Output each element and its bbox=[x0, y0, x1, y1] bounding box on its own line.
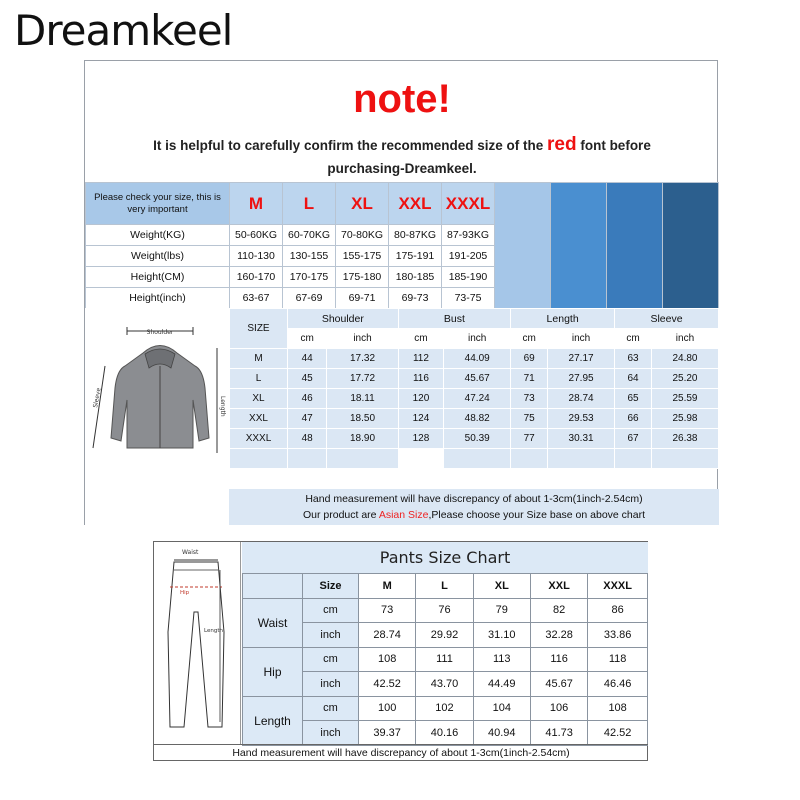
hip-label: Hip bbox=[180, 590, 190, 596]
table-cell: 118 bbox=[588, 647, 648, 672]
table-cell: 50-60KG bbox=[230, 225, 283, 246]
table-cell: 108 bbox=[588, 696, 648, 721]
unit-header-row bbox=[230, 329, 719, 349]
table-cell: 170-175 bbox=[283, 267, 336, 288]
size-header: M bbox=[359, 574, 416, 599]
group-label-length: Length bbox=[243, 696, 303, 745]
footer-line2-after: ,Please choose your Size base on above chart bbox=[428, 509, 646, 521]
unit-cell: cm bbox=[615, 329, 652, 349]
table-cell: 86 bbox=[588, 598, 648, 623]
table-cell: 111 bbox=[416, 647, 473, 672]
blank-column bbox=[663, 183, 719, 309]
brand-logo: Dreamkeel bbox=[14, 6, 233, 55]
table-cell: 42.52 bbox=[359, 672, 416, 697]
group-label-waist: Waist bbox=[243, 598, 303, 647]
table-row bbox=[243, 696, 648, 721]
unit-cell: inch bbox=[303, 721, 359, 746]
table-cell: 18.11 bbox=[327, 389, 398, 409]
empty-row bbox=[230, 449, 719, 469]
footer-line2-before: Our product are bbox=[302, 509, 379, 521]
jacket-icon bbox=[85, 308, 229, 525]
size-column-header: Size bbox=[303, 574, 359, 599]
pants-length-label: Length bbox=[204, 628, 223, 634]
table-row bbox=[230, 349, 719, 369]
table-row bbox=[243, 721, 648, 746]
row-label: Height(CM) bbox=[86, 267, 230, 288]
table-cell: 30.31 bbox=[548, 429, 615, 449]
table-cell: 106 bbox=[530, 696, 587, 721]
table-row bbox=[230, 389, 719, 409]
table-cell: 116 bbox=[398, 369, 444, 389]
size-cell: XL bbox=[230, 389, 288, 409]
table-cell: 130-155 bbox=[283, 246, 336, 267]
waist-label: Waist bbox=[182, 549, 199, 556]
table-cell: 27.95 bbox=[548, 369, 615, 389]
footer-line1: Hand measurement will have discrepancy of about 1-3cm(1inch-2.54cm) bbox=[305, 493, 643, 505]
table-cell: 113 bbox=[473, 647, 530, 672]
size-header: XXL bbox=[530, 574, 587, 599]
table-cell: 64 bbox=[615, 369, 652, 389]
table-cell: 47 bbox=[288, 409, 327, 429]
table-cell: 73 bbox=[511, 389, 548, 409]
table-cell: 71 bbox=[511, 369, 548, 389]
table-cell: 47.24 bbox=[444, 389, 511, 409]
table-cell: 25.20 bbox=[651, 369, 718, 389]
shoulder-label: Shoulder bbox=[146, 329, 174, 336]
size-cell: L bbox=[230, 369, 288, 389]
table-cell: 79 bbox=[473, 598, 530, 623]
jacket-diagram bbox=[85, 308, 229, 525]
table-cell: 17.32 bbox=[327, 349, 398, 369]
table-cell: 102 bbox=[416, 696, 473, 721]
table-cell: 128 bbox=[398, 429, 444, 449]
table-cell: 45 bbox=[288, 369, 327, 389]
table-cell: 29.92 bbox=[416, 623, 473, 648]
size-header: L bbox=[416, 574, 473, 599]
table-cell: 180-185 bbox=[389, 267, 442, 288]
table-cell: 40.94 bbox=[473, 721, 530, 746]
size-l: L bbox=[283, 183, 336, 225]
note-text bbox=[105, 133, 699, 180]
table-cell: 44.09 bbox=[444, 349, 511, 369]
table-cell: 87-93KG bbox=[442, 225, 495, 246]
table-cell: 116 bbox=[530, 647, 587, 672]
table-cell: 44.49 bbox=[473, 672, 530, 697]
table-cell: 48 bbox=[288, 429, 327, 449]
unit-cell: cm bbox=[303, 696, 359, 721]
table-cell: 73-75 bbox=[442, 288, 495, 309]
table-row bbox=[230, 369, 719, 389]
unit-cell: inch bbox=[327, 329, 398, 349]
table-cell: 175-191 bbox=[389, 246, 442, 267]
size-xxl: XXL bbox=[389, 183, 442, 225]
table-cell: 110-130 bbox=[230, 246, 283, 267]
table-cell: 155-175 bbox=[336, 246, 389, 267]
table-cell: 104 bbox=[473, 696, 530, 721]
unit-cell: cm bbox=[511, 329, 548, 349]
pants-header-row bbox=[243, 574, 648, 599]
jacket-footer-note bbox=[229, 489, 719, 525]
row-label: Height(inch) bbox=[86, 288, 230, 309]
table-cell: 44 bbox=[288, 349, 327, 369]
table-cell: 33.86 bbox=[588, 623, 648, 648]
pants-icon bbox=[154, 542, 241, 744]
table-row bbox=[230, 429, 719, 449]
table-cell: 67 bbox=[615, 429, 652, 449]
blank-column bbox=[607, 183, 663, 309]
table-cell: 67-69 bbox=[283, 288, 336, 309]
table-cell: 43.70 bbox=[416, 672, 473, 697]
table-cell: 63-67 bbox=[230, 288, 283, 309]
pants-chart-title: Pants Size Chart bbox=[242, 542, 648, 573]
blank-cell bbox=[243, 574, 303, 599]
table-cell: 46.46 bbox=[588, 672, 648, 697]
table-cell: 40.16 bbox=[416, 721, 473, 746]
table-cell: 69-71 bbox=[336, 288, 389, 309]
row-label: Weight(lbs) bbox=[86, 246, 230, 267]
table-cell: 18.50 bbox=[327, 409, 398, 429]
footer-asian-size: Asian Size bbox=[378, 509, 429, 521]
pants-footer-note: Hand measurement will have discrepancy of about 1-3cm(1inch-2.54cm) bbox=[154, 744, 648, 761]
unit-cell: inch bbox=[444, 329, 511, 349]
table-cell: 25.59 bbox=[651, 389, 718, 409]
size-xl: XL bbox=[336, 183, 389, 225]
table-cell: 45.67 bbox=[444, 369, 511, 389]
note-line1-red: red bbox=[547, 134, 577, 155]
note-line1-before: It is helpful to carefully confirm the recommended size of the bbox=[153, 138, 547, 153]
table-cell: 41.73 bbox=[530, 721, 587, 746]
pants-diagram bbox=[154, 542, 241, 744]
size-header: XL bbox=[473, 574, 530, 599]
note-line1-after: font before bbox=[576, 138, 651, 153]
table-cell: 17.72 bbox=[327, 369, 398, 389]
table-cell: 66 bbox=[615, 409, 652, 429]
table-cell: 32.28 bbox=[530, 623, 587, 648]
table-cell: 69 bbox=[511, 349, 548, 369]
table-row bbox=[243, 623, 648, 648]
pants-size-card bbox=[153, 541, 648, 761]
jacket-measurement-table bbox=[229, 308, 719, 469]
table-cell: 120 bbox=[398, 389, 444, 409]
table-cell: 65 bbox=[615, 389, 652, 409]
table-cell: 70-80KG bbox=[336, 225, 389, 246]
table-cell: 175-180 bbox=[336, 267, 389, 288]
table-cell: 48.82 bbox=[444, 409, 511, 429]
size-cell: XXL bbox=[230, 409, 288, 429]
size-cell: XXXL bbox=[230, 429, 288, 449]
size-cell: M bbox=[230, 349, 288, 369]
table-cell: 82 bbox=[530, 598, 587, 623]
table-cell: 112 bbox=[398, 349, 444, 369]
unit-cell: inch bbox=[651, 329, 718, 349]
table-cell: 31.10 bbox=[473, 623, 530, 648]
size-column-header: SIZE bbox=[230, 309, 288, 349]
unit-cell: inch bbox=[548, 329, 615, 349]
table-cell: 100 bbox=[359, 696, 416, 721]
table-cell: 73 bbox=[359, 598, 416, 623]
table-row bbox=[243, 672, 648, 697]
note-title: note! bbox=[353, 77, 451, 121]
row-label: Weight(KG) bbox=[86, 225, 230, 246]
table-cell: 26.38 bbox=[651, 429, 718, 449]
length-label: Length bbox=[219, 396, 226, 417]
table-cell: 108 bbox=[359, 647, 416, 672]
table-cell: 18.90 bbox=[327, 429, 398, 449]
unit-cell: cm bbox=[303, 647, 359, 672]
table-cell: 75 bbox=[511, 409, 548, 429]
group-label-hip: Hip bbox=[243, 647, 303, 696]
table-cell: 124 bbox=[398, 409, 444, 429]
table-cell: 185-190 bbox=[442, 267, 495, 288]
unit-cell: cm bbox=[303, 598, 359, 623]
table-cell: 24.80 bbox=[651, 349, 718, 369]
size-header-label: Please check your size, this is very important bbox=[86, 183, 230, 225]
table-row bbox=[243, 647, 648, 672]
footer-line2 bbox=[229, 507, 719, 523]
table-cell: 29.53 bbox=[548, 409, 615, 429]
recommended-size-table bbox=[85, 182, 719, 309]
table-cell: 45.67 bbox=[530, 672, 587, 697]
size-xxxl: XXXL bbox=[442, 183, 495, 225]
table-cell: 46 bbox=[288, 389, 327, 409]
size-m: M bbox=[230, 183, 283, 225]
table-row bbox=[243, 598, 648, 623]
table-cell: 60-70KG bbox=[283, 225, 336, 246]
unit-cell: cm bbox=[288, 329, 327, 349]
note-line2: purchasing-Dreamkeel. bbox=[327, 161, 477, 176]
blank-column bbox=[495, 183, 551, 309]
group-header-bust: Bust bbox=[398, 309, 510, 329]
pants-size-table bbox=[242, 573, 648, 746]
unit-cell: cm bbox=[398, 329, 444, 349]
unit-cell: inch bbox=[303, 623, 359, 648]
size-header: XXXL bbox=[588, 574, 648, 599]
table-cell: 63 bbox=[615, 349, 652, 369]
blank-column bbox=[551, 183, 607, 309]
group-header-length: Length bbox=[511, 309, 615, 329]
table-cell: 160-170 bbox=[230, 267, 283, 288]
size-header-row bbox=[86, 183, 719, 225]
table-row bbox=[230, 409, 719, 429]
table-cell: 39.37 bbox=[359, 721, 416, 746]
table-cell: 28.74 bbox=[359, 623, 416, 648]
group-header-row bbox=[230, 309, 719, 329]
jacket-size-card bbox=[84, 60, 718, 525]
table-cell: 25.98 bbox=[651, 409, 718, 429]
unit-cell: inch bbox=[303, 672, 359, 697]
table-cell: 27.17 bbox=[548, 349, 615, 369]
table-cell: 76 bbox=[416, 598, 473, 623]
table-cell: 28.74 bbox=[548, 389, 615, 409]
group-header-shoulder: Shoulder bbox=[288, 309, 399, 329]
group-header-sleeve: Sleeve bbox=[615, 309, 719, 329]
table-cell: 80-87KG bbox=[389, 225, 442, 246]
table-cell: 77 bbox=[511, 429, 548, 449]
table-cell: 42.52 bbox=[588, 721, 648, 746]
table-cell: 191-205 bbox=[442, 246, 495, 267]
table-cell: 69-73 bbox=[389, 288, 442, 309]
table-cell: 50.39 bbox=[444, 429, 511, 449]
sleeve-label: Sleeve bbox=[92, 387, 103, 409]
